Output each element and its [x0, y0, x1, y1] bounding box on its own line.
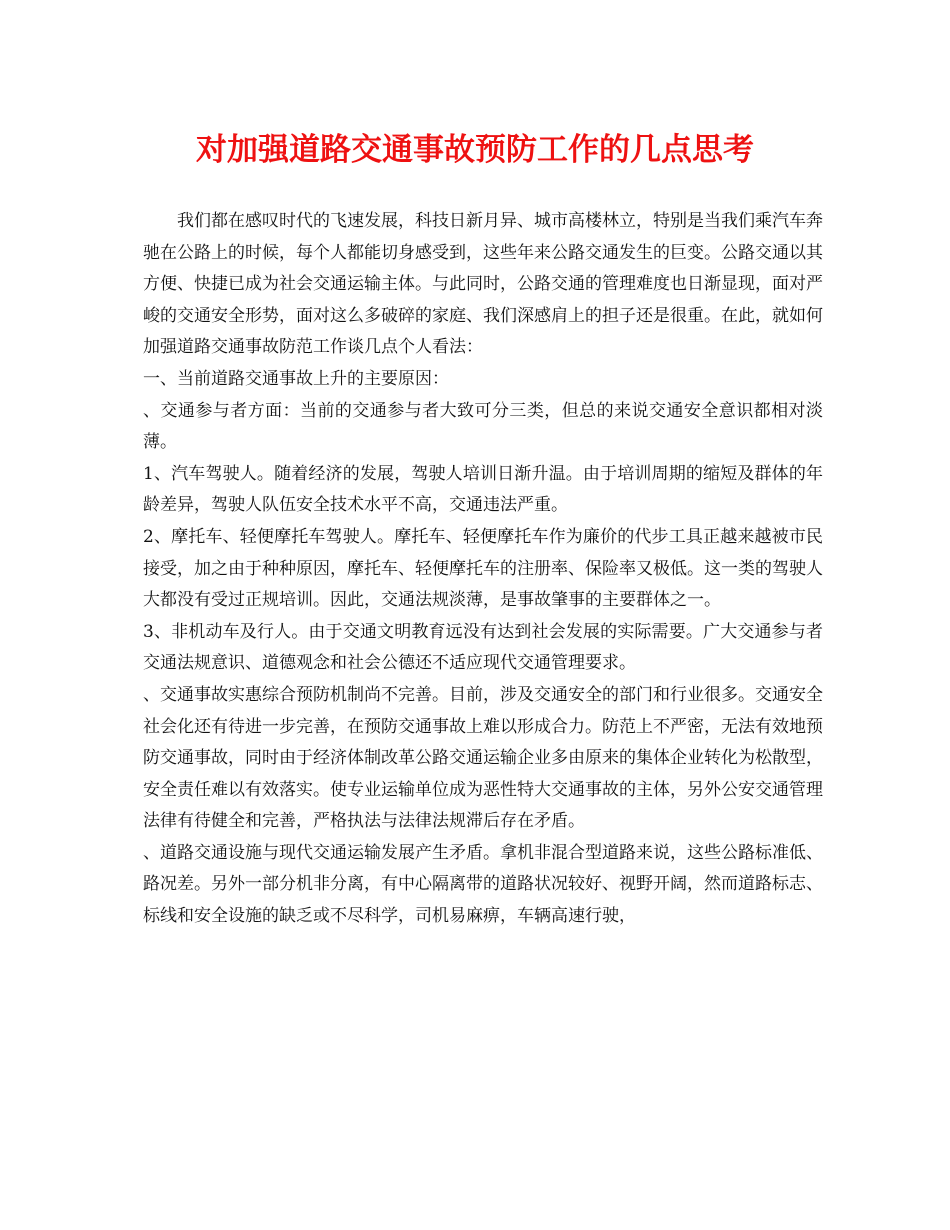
body-paragraph: 、交通参与者方面：当前的交通参与者大致可分三类，但总的来说交通安全意识都相对淡薄。: [143, 400, 823, 453]
body-paragraph: 3、非机动车及行人。由于交通文明教育远没有达到社会发展的实际需要。广大交通参与者交通法规意识、道德观念和社会公德还不适应现代交通管理要求。: [143, 621, 823, 674]
section-heading: 一、当前道路交通事故上升的主要原因：: [143, 368, 449, 389]
body-paragraph: 、交通事故实惠综合预防机制尚不完善。目前，涉及交通安全的部门和行业很多。交通安全社会化还有待进一步完善，在预防交通事故上难以形成合力。防范上不严密，无法有效地预防交通事故，同时由于经济体制改革公路交通运输企业多由原来的集体企业转化为松散型，安全责任难以有效落实。使专业运输单位成为恶性特大交通事故的主体，另外公安交通管理法律有待健全和完善，严格执法与法律法规滞后存在矛盾。: [143, 684, 823, 832]
body-paragraph: 、道路交通设施与现代交通运输发展产生矛盾。拿机非混合型道路来说，这些公路标准低、路况差。另外一部分机非分离，有中心隔离带的道路状况较好、视野开阔，然而道路标志、标线和安全设施的缺乏或不尽科学，司机易麻痹，车辆高速行驶，: [143, 842, 823, 927]
document-body: [143, 206, 823, 933]
body-paragraph: 1、汽车驾驶人。随着经济的发展，驾驶人培训日渐升温。由于培训周期的缩短及群体的年龄差异，驾驶人队伍安全技术水平不高，交通违法严重。: [143, 463, 823, 516]
document-title: 对加强道路交通事故预防工作的几点思考: [196, 132, 754, 168]
intro-paragraph: 我们都在感叹时代的飞速发展，科技日新月异、城市高楼林立，特别是当我们乘汽车奔驰在公路上的时候，每个人都能切身感受到，这些年来公路交通发生的巨变。公路交通以其方便、快捷已成为社会交通运输主体。与此同时，公路交通的管理难度也日渐显现，面对严峻的交通安全形势，面对这么多破碎的家庭、我们深感肩上的担子还是很重。在此，就如何加强道路交通事故防范工作谈几点个人看法：: [143, 211, 823, 358]
body-paragraph: 2、摩托车、轻便摩托车驾驶人。摩托车、轻便摩托车作为廉价的代步工具正越来越被市民接受，加之由于种种原因，摩托车、轻便摩托车的注册率、保险率又极低。这一类的驾驶人大都没有受过正规培训。因此，交通法规淡薄，是事故肇事的主要群体之一。: [143, 526, 823, 611]
